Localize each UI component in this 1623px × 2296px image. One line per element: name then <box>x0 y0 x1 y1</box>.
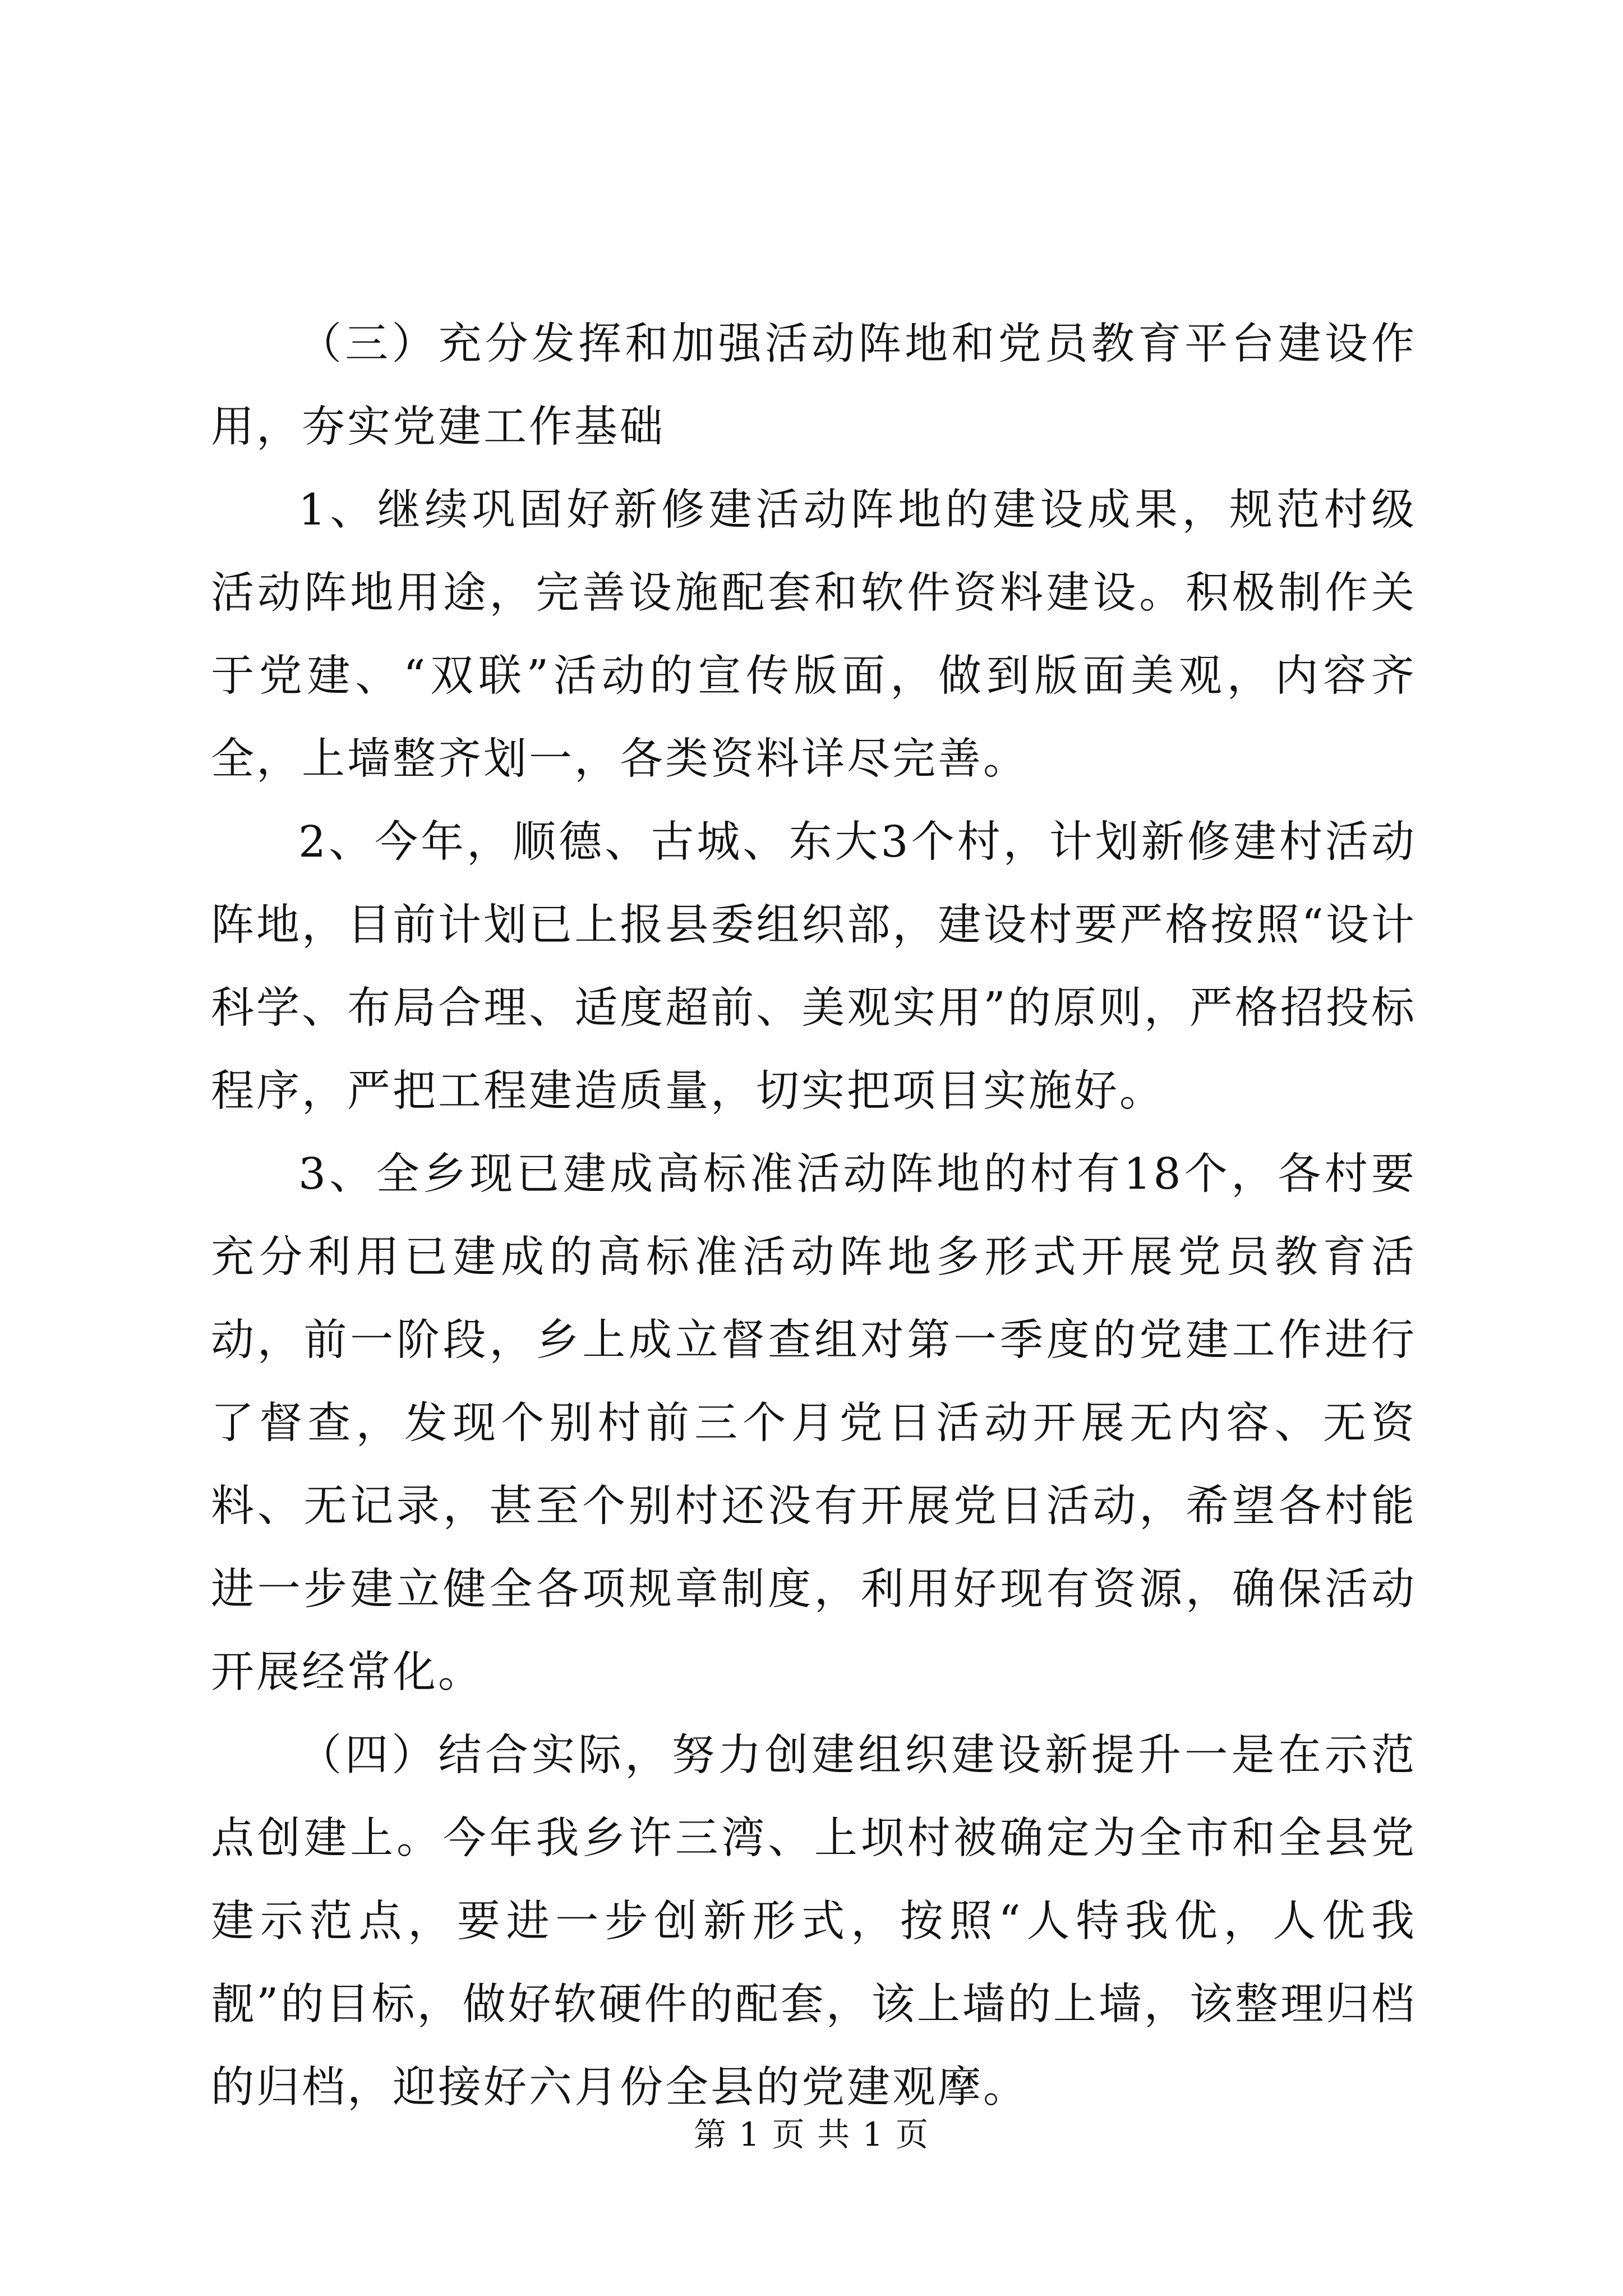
paragraph-item-3: 3、全乡现已建成高标准活动阵地的村有18个，各村要充分利用已建成的高标准活动阵地多形式开展党员教育活动，前一阶段，乡上成立督查组对第一季度的党建工作进行了督查，发现个别村前三个月党日活动开展无内容、无资料、无记录，甚至个别村还没有开展党日活动，希望各村能进一步建立健全各项规章制度，利用好现有资源，确保活动开展经常化。 <box>211 1149 1417 1697</box>
section-heading-3: （三）充分发挥和加强活动阵地和党员教育平台建设作用，夯实党建工作基础 <box>211 319 1417 452</box>
paragraph-item-2: 2、今年，顺德、古城、东大3个村，计划新修建村活动阵地，目前计划已上报县委组织部，建设村要严格按照“设计科学、布局合理、适度超前、美观实用”的原则，严格招投标程序，严把工程建造质量，切实把项目实施好。 <box>211 817 1417 1116</box>
paragraph-item-1: 1、继续巩固好新修建活动阵地的建设成果，规范村级活动阵地用途，完善设施配套和软件资料建设。积极制作关于党建、“双联”活动的宣传版面，做到版面美观，内容齐全，上墙整齐划一，各类资料详尽完善。 <box>211 485 1417 784</box>
page-footer: 第 1 页 共 1 页 <box>694 2115 929 2154</box>
section-heading-4-paragraph: （四）结合实际，努力创建组织建设新提升一是在示范点创建上。今年我乡许三湾、上坝村被确定为全市和全县党建示范点，要进一步创新形式，按照“人特我优，人优我靓”的目标，做好软硬件的配套，该上墙的上墙，该整理归档的归档，迎接好六月份全县的党建观摩。 <box>211 1731 1417 2113</box>
document-body <box>211 303 1417 2129</box>
